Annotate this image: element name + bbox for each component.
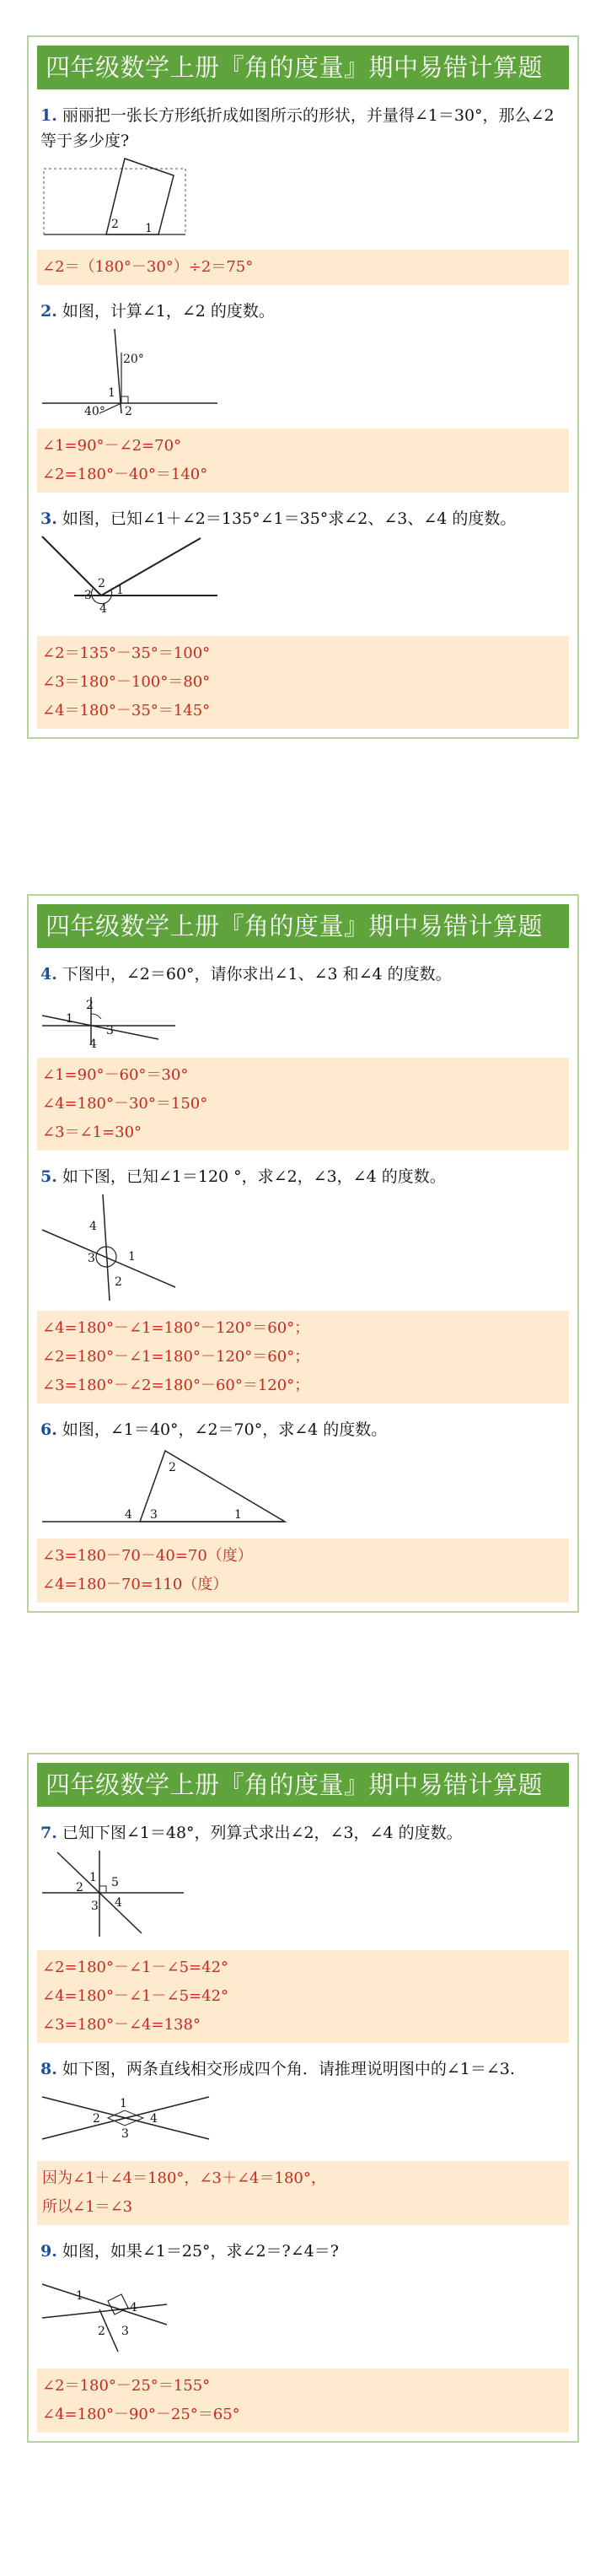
angle-label: 1 xyxy=(120,2097,127,2110)
angle-label: 5 xyxy=(111,1876,119,1889)
answer-line: ∠3=180°－∠4=138° xyxy=(42,2016,201,2034)
answer-box xyxy=(37,1950,569,2043)
figure-q5 xyxy=(40,1193,226,1302)
question-8 xyxy=(40,2056,566,2082)
question-4 xyxy=(40,962,566,987)
angle-label: 3 xyxy=(84,589,92,602)
answer-line: ∠2=180°－∠1－∠5=42° xyxy=(42,1959,229,1976)
answer-line: ∠3＝∠1=30° xyxy=(42,1124,142,1141)
worksheet-card-3 xyxy=(27,1753,579,2443)
angle-label: 2 xyxy=(115,1275,122,1289)
answer-line: 因为∠1＋∠4＝180°，∠3＋∠4＝180°， xyxy=(42,2169,326,2187)
angle-label: 4 xyxy=(130,2301,137,2315)
angle-label: 2 xyxy=(111,218,119,231)
question-number: 7. xyxy=(40,1824,57,1842)
angle-label: 1 xyxy=(128,1250,136,1264)
answer-line: ∠4＝180°－35°＝145° xyxy=(42,702,211,719)
question-3 xyxy=(40,506,566,531)
answer-box xyxy=(37,2161,569,2225)
angle-label: 3 xyxy=(150,1508,158,1522)
angle-label: 1 xyxy=(89,1871,97,1884)
angle-label: 4 xyxy=(89,1220,97,1233)
angle-label: 2 xyxy=(125,405,132,418)
angle-label: 1 xyxy=(108,386,115,400)
figure-q9 xyxy=(40,2267,226,2360)
question-9 xyxy=(40,2239,566,2264)
answer-line: ∠2＝（180°－30°）÷2＝75° xyxy=(42,258,254,276)
answer-line: 所以∠1＝∠3 xyxy=(42,2198,133,2216)
figure-q4 xyxy=(40,990,209,1049)
figure-q6 xyxy=(40,1446,293,1530)
question-text: 已知下图∠1＝48°，列算式求出∠2，∠3，∠4 的度数。 xyxy=(62,1824,463,1842)
answer-line: ∠1=90°－∠2=70° xyxy=(42,437,182,455)
angle-label: 2 xyxy=(93,2112,100,2126)
question-number: 6. xyxy=(40,1420,57,1439)
question-text: 如图，已知∠1＋∠2＝135°∠1＝35°求∠2、∠3、∠4 的度数。 xyxy=(62,509,517,528)
answer-line: ∠4=180－70=110（度） xyxy=(42,1576,228,1593)
angle-label: 3 xyxy=(106,1024,114,1037)
figure-q3 xyxy=(40,535,226,628)
question-number: 8. xyxy=(40,2060,57,2078)
question-text: 下图中，∠2＝60°，请你求出∠1、∠3 和∠4 的度数。 xyxy=(62,965,452,984)
answer-line: ∠2=180°－∠1=180°－120°＝60°； xyxy=(42,1348,310,1366)
question-number: 1. xyxy=(40,106,57,125)
answer-line: ∠2＝135°－35°＝100° xyxy=(42,644,211,662)
question-text: 如图，如果∠1＝25°，求∠2＝?∠4＝? xyxy=(62,2242,339,2261)
banner-title: 四年级数学上册『角的度量』期中易错计算题 xyxy=(37,1763,569,1807)
answer-line: ∠4=180°－30°＝150° xyxy=(42,1095,208,1113)
angle-label: 2 xyxy=(76,1881,83,1894)
question-number: 5. xyxy=(40,1167,57,1186)
angle-label: 4 xyxy=(89,1037,97,1049)
angle-label: 4 xyxy=(115,1896,122,1910)
answer-line: ∠2＝180°－25°＝155° xyxy=(42,2377,211,2395)
angle-label: 2 xyxy=(98,2325,105,2338)
angle-label: 3 xyxy=(121,2325,129,2338)
angle-label: 1 xyxy=(66,1012,73,1026)
answer-line: ∠3=180°－∠2=180°－60°＝120°； xyxy=(42,1377,310,1394)
answer-line: ∠4=180°－∠1－∠5=42° xyxy=(42,1987,229,2005)
angle-label: 1 xyxy=(145,222,153,235)
question-text: 如下图，已知∠1＝120 °，求∠2，∠3，∠4 的度数。 xyxy=(62,1167,446,1186)
figure-q1 xyxy=(40,157,209,241)
answer-line: ∠1=90°－60°＝30° xyxy=(42,1066,189,1084)
answer-box xyxy=(37,1311,569,1404)
question-text: 如图，∠1＝40°，∠2＝70°，求∠4 的度数。 xyxy=(62,1420,388,1439)
angle-label: 1 xyxy=(116,584,124,597)
angle-label: 1 xyxy=(234,1508,242,1522)
angle-label: 2 xyxy=(169,1461,176,1474)
question-number: 3. xyxy=(40,509,57,528)
angle-label: 3 xyxy=(88,1252,95,1265)
angle-label: 40° xyxy=(84,405,105,418)
angle-label: 2 xyxy=(98,577,105,590)
question-text: 丽丽把一张长方形纸折成如图所示的形状，并量得∠1＝30°，那么∠2 等于多少度? xyxy=(40,106,555,150)
answer-line: ∠4=180°－90°－25°＝65° xyxy=(42,2406,240,2423)
answer-box xyxy=(37,636,569,729)
angle-label: 1 xyxy=(76,2289,83,2303)
answer-box xyxy=(37,1539,569,1603)
answer-line: ∠3＝180°－100°＝80° xyxy=(42,673,211,691)
question-number: 2. xyxy=(40,302,57,321)
answer-box xyxy=(37,1058,569,1151)
figure-q7 xyxy=(40,1849,209,1942)
figure-q8 xyxy=(40,2085,226,2153)
angle-label: 3 xyxy=(121,2127,129,2141)
worksheet-card-1 xyxy=(27,35,579,739)
angle-label: 4 xyxy=(99,602,107,616)
angle-label: 20° xyxy=(123,353,144,366)
answer-line: ∠2=180°－40°＝140° xyxy=(42,466,208,483)
question-number: 9. xyxy=(40,2242,57,2261)
banner-title: 四年级数学上册『角的度量』期中易错计算题 xyxy=(37,46,569,89)
worksheet-card-2 xyxy=(27,894,579,1613)
angle-label: 2 xyxy=(86,999,94,1012)
answer-box xyxy=(37,2369,569,2433)
answer-box xyxy=(37,428,569,493)
question-7 xyxy=(40,1820,566,1846)
answer-line: ∠3=180－70－40=70（度） xyxy=(42,1547,253,1565)
question-6 xyxy=(40,1417,566,1442)
angle-label: 3 xyxy=(91,1900,99,1913)
answer-line: ∠4=180°－∠1=180°－120°＝60°； xyxy=(42,1319,310,1337)
question-text: 如下图，两条直线相交形成四个角．请推理说明图中的∠1＝∠3. xyxy=(62,2060,515,2078)
question-5 xyxy=(40,1164,566,1189)
angle-label: 4 xyxy=(150,2112,158,2126)
figure-q2 xyxy=(40,327,226,420)
question-text: 如图，计算∠1，∠2 的度数。 xyxy=(62,302,275,321)
question-1 xyxy=(40,103,566,154)
angle-label: 4 xyxy=(125,1508,132,1522)
answer-box xyxy=(37,250,569,285)
question-number: 4. xyxy=(40,965,57,984)
question-2 xyxy=(40,299,566,324)
banner-title: 四年级数学上册『角的度量』期中易错计算题 xyxy=(37,904,569,948)
